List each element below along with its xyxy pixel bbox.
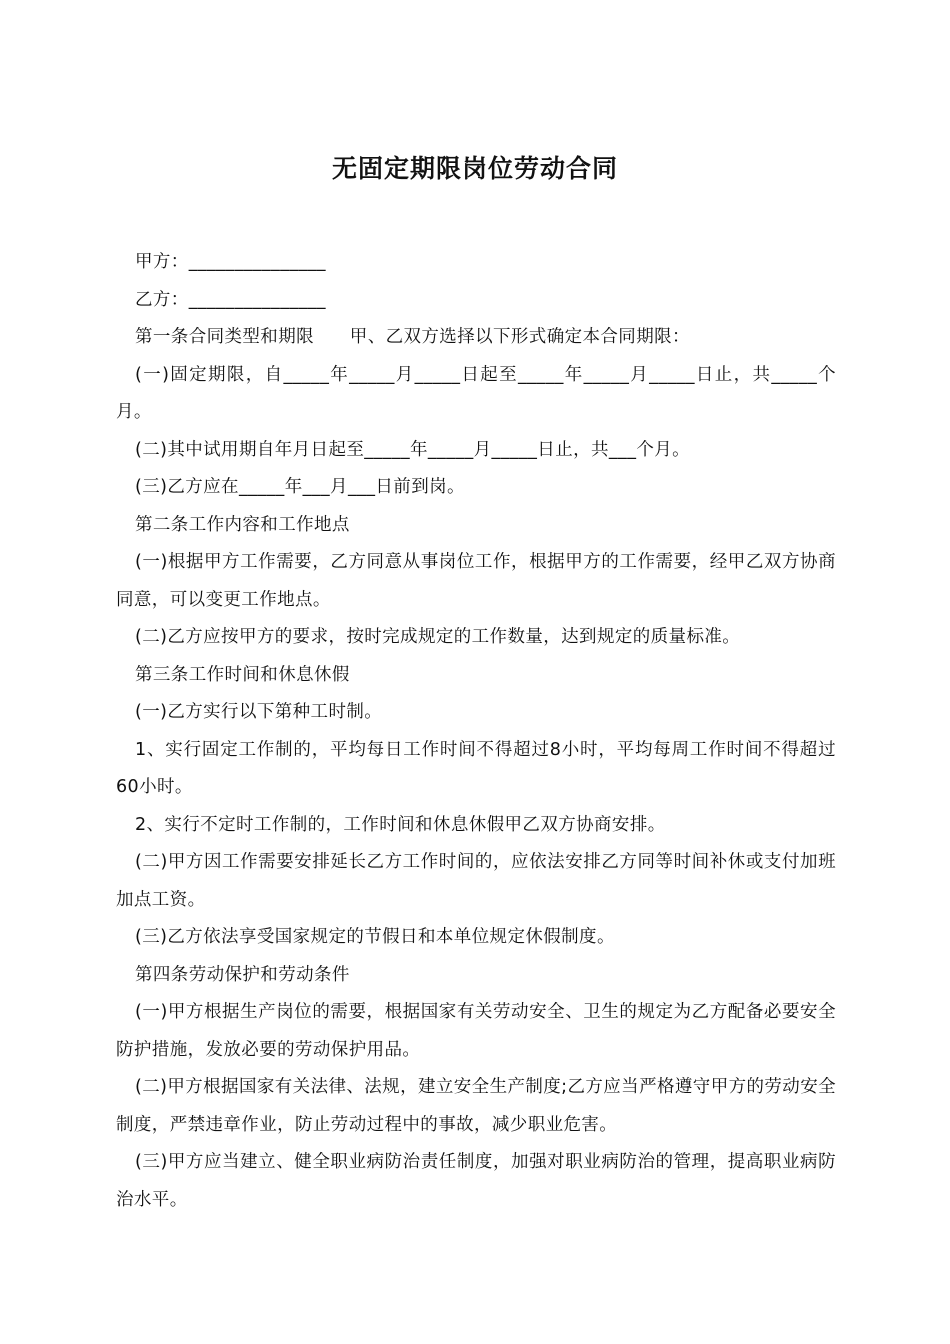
party-a-line: 甲方：_______________ (135, 252, 326, 272)
document-body (116, 244, 836, 1219)
party-b-line: 乙方：_______________ (135, 289, 326, 310)
article-2-heading: 第二条工作内容和工作地点 (135, 514, 350, 535)
article-3-heading: 第三条工作时间和休息休假 (135, 664, 350, 685)
document-title: 无固定期限岗位劳动合同 (331, 153, 618, 183)
article-3-clause-1: (一)乙方实行以下第种工时制。 (135, 702, 383, 722)
article-2-clause-1: (一)根据甲方工作需要，乙方同意从事岗位工作，根据甲方的工作需要，经甲乙双方协商同意，可以变更工作地点。 (116, 552, 836, 610)
article-1-clause-2: (二)其中试用期自年月日起至_____年_____月_____日止，共___个月。 (135, 439, 691, 460)
article-4-clause-3: (三)甲方应当建立、健全职业病防治责任制度，加强对职业病防治的管理，提高职业病防治水平。 (116, 1152, 836, 1210)
article-2-clause-2: (二)乙方应按甲方的要求，按时完成规定的工作数量，达到规定的质量标准。 (135, 627, 741, 647)
article-4-heading: 第四条劳动保护和劳动条件 (135, 964, 350, 985)
article-4-clause-2: (二)甲方根据国家有关法律、法规，建立安全生产制度;乙方应当严格遵守甲方的劳动安全制度，严禁违章作业，防止劳动过程中的事故，减少职业危害。 (116, 1077, 836, 1135)
article-3-item-2: 2、实行不定时工作制的，工作时间和休息休假甲乙双方协商安排。 (135, 814, 666, 835)
article-1-heading: 第一条合同类型和期限 甲、乙双方选择以下形式确定本合同期限： (135, 327, 690, 347)
article-3-item-1: 1、实行固定工作制的，平均每日工作时间不得超过8小时，平均每周工作时间不得超过60小时。 (116, 739, 836, 797)
article-3-clause-3: (三)乙方依法享受国家规定的节假日和本单位规定休假制度。 (135, 927, 615, 947)
article-1-clause-1: (一)固定期限，自_____年_____月_____日起至_____年_____月_____日止，共_____个月。 (116, 364, 836, 422)
article-3-clause-2: (二)甲方因工作需要安排延长乙方工作时间的，应依法安排乙方同等时间补休或支付加班加点工资。 (116, 852, 836, 910)
article-4-clause-1: (一)甲方根据生产岗位的需要，根据国家有关劳动安全、卫生的规定为乙方配备必要安全防护措施，发放必要的劳动保护用品。 (116, 1002, 836, 1060)
article-1-clause-3: (三)乙方应在_____年___月___日前到岗。 (135, 477, 465, 497)
